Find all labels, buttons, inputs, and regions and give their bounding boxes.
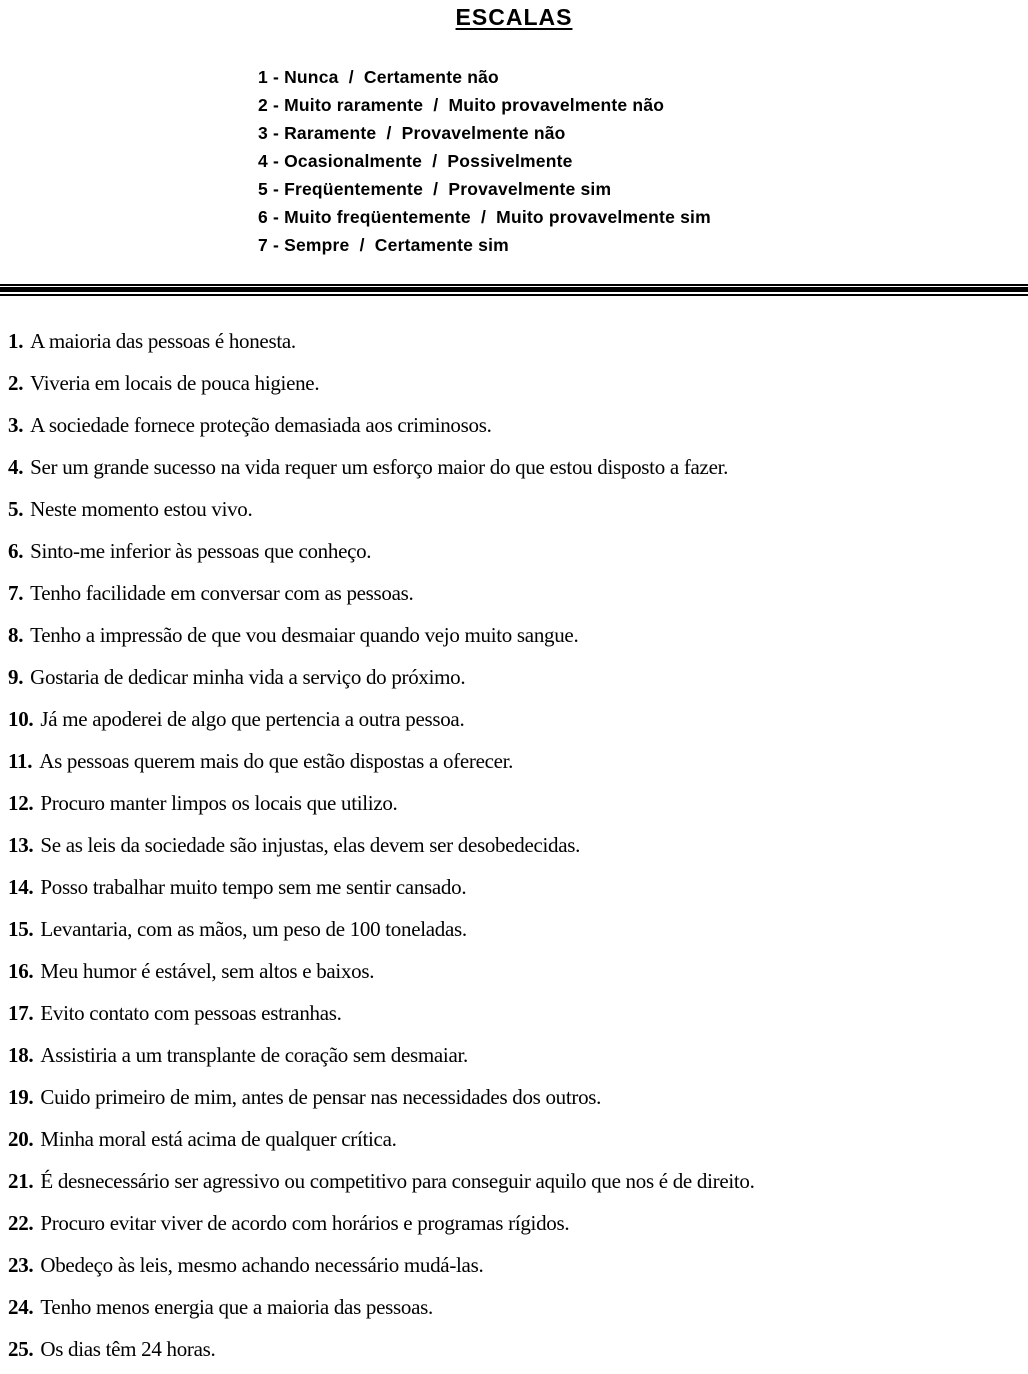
question-text: Gostaria de dedicar minha vida a serviço do próximo. xyxy=(30,665,466,689)
question-row xyxy=(8,1043,1020,1067)
question-number: 3. xyxy=(8,413,24,437)
question-text: Procuro manter limpos os locais que utilizo. xyxy=(40,791,398,815)
question-row xyxy=(8,1169,1020,1193)
question-row xyxy=(8,959,1020,983)
question-row xyxy=(8,875,1020,899)
question-row xyxy=(8,539,1020,563)
question-row xyxy=(8,581,1020,605)
question-row xyxy=(8,1295,1020,1319)
question-text: Ser um grande sucesso na vida requer um esforço maior do que estou disposto a fazer. xyxy=(30,455,729,479)
page-title: ESCALAS xyxy=(455,4,573,30)
question-number: 5. xyxy=(8,497,24,521)
question-row xyxy=(8,791,1020,815)
question-number: 2. xyxy=(8,371,24,395)
question-row xyxy=(8,707,1020,731)
question-text: Sinto-me inferior às pessoas que conheço. xyxy=(30,539,372,563)
question-number: 25. xyxy=(8,1337,34,1361)
question-text: Tenho facilidade em conversar com as pessoas. xyxy=(30,581,414,605)
question-number: 4. xyxy=(8,455,24,479)
question-row xyxy=(8,371,1020,395)
question-number: 7. xyxy=(8,581,24,605)
scale-line-1: 1 - Nunca / Certamente não xyxy=(258,67,499,87)
question-row xyxy=(8,623,1020,647)
question-number: 20. xyxy=(8,1127,34,1151)
question-row xyxy=(8,1253,1020,1277)
question-number: 1. xyxy=(8,329,24,353)
question-text: Tenho a impressão de que vou desmaiar quando vejo muito sangue. xyxy=(30,623,579,647)
question-row xyxy=(8,1211,1020,1235)
question-text: Meu humor é estável, sem altos e baixos. xyxy=(40,959,375,983)
question-text: Levantaria, com as mãos, um peso de 100 toneladas. xyxy=(40,917,467,941)
question-row xyxy=(8,455,1020,479)
question-row xyxy=(8,665,1020,689)
divider-thin-bottom xyxy=(0,294,1028,296)
divider-thin-top xyxy=(0,284,1028,286)
question-text: Se as leis da sociedade são injustas, elas devem ser desobedecidas. xyxy=(40,833,581,857)
question-text: A maioria das pessoas é honesta. xyxy=(30,329,296,353)
question-number: 16. xyxy=(8,959,34,983)
question-text: Evito contato com pessoas estranhas. xyxy=(40,1001,342,1025)
scale-line-5: 5 - Freqüentemente / Provavelmente sim xyxy=(258,179,612,199)
scale-line-7: 7 - Sempre / Certamente sim xyxy=(258,235,509,255)
question-text: Cuido primeiro de mim, antes de pensar nas necessidades dos outros. xyxy=(40,1085,602,1109)
question-text: Viveria em locais de pouca higiene. xyxy=(30,371,320,395)
question-number: 15. xyxy=(8,917,34,941)
question-text: Assistiria a um transplante de coração sem desmaiar. xyxy=(40,1043,468,1067)
question-number: 21. xyxy=(8,1169,34,1193)
question-text: Procuro evitar viver de acordo com horários e programas rígidos. xyxy=(40,1211,570,1235)
question-row xyxy=(8,749,1020,773)
question-number: 9. xyxy=(8,665,24,689)
question-list xyxy=(8,329,1020,1361)
question-number: 6. xyxy=(8,539,24,563)
section-divider xyxy=(0,284,1028,296)
question-row xyxy=(8,1337,1020,1361)
question-text: Tenho menos energia que a maioria das pessoas. xyxy=(40,1295,433,1319)
scale-line-6: 6 - Muito freqüentemente / Muito provavelmente sim xyxy=(258,207,711,227)
question-number: 24. xyxy=(8,1295,34,1319)
question-text: Neste momento estou vivo. xyxy=(30,497,253,521)
question-text: Os dias têm 24 horas. xyxy=(40,1337,216,1361)
question-number: 18. xyxy=(8,1043,34,1067)
question-number: 11. xyxy=(8,749,33,773)
divider-thick-band xyxy=(0,287,1028,292)
question-row xyxy=(8,1001,1020,1025)
question-row xyxy=(8,497,1020,521)
question-row xyxy=(8,1127,1020,1151)
question-text: Posso trabalhar muito tempo sem me sentir cansado. xyxy=(40,875,467,899)
scale-line-3: 3 - Raramente / Provavelmente não xyxy=(258,123,566,143)
question-row xyxy=(8,1085,1020,1109)
question-text: Obedeço às leis, mesmo achando necessário mudá-las. xyxy=(40,1253,484,1277)
question-number: 22. xyxy=(8,1211,34,1235)
question-text: As pessoas querem mais do que estão dispostas a oferecer. xyxy=(39,749,514,773)
question-number: 17. xyxy=(8,1001,34,1025)
question-number: 12. xyxy=(8,791,34,815)
scale-line-4: 4 - Ocasionalmente / Possivelmente xyxy=(258,151,573,171)
question-row xyxy=(8,413,1020,437)
question-text: A sociedade fornece proteção demasiada aos criminosos. xyxy=(30,413,492,437)
question-number: 19. xyxy=(8,1085,34,1109)
question-number: 8. xyxy=(8,623,24,647)
question-number: 10. xyxy=(8,707,34,731)
scale-legend xyxy=(258,63,1028,259)
question-number: 23. xyxy=(8,1253,34,1277)
question-row xyxy=(8,833,1020,857)
question-number: 14. xyxy=(8,875,34,899)
question-text: Minha moral está acima de qualquer crítica. xyxy=(40,1127,397,1151)
question-text: Já me apoderei de algo que pertencia a outra pessoa. xyxy=(40,707,465,731)
question-number: 13. xyxy=(8,833,34,857)
scale-line-2: 2 - Muito raramente / Muito provavelmente não xyxy=(258,95,665,115)
question-row xyxy=(8,917,1020,941)
question-row xyxy=(8,329,1020,353)
question-text: É desnecessário ser agressivo ou competitivo para conseguir aquilo que nos é de direito. xyxy=(40,1169,755,1193)
